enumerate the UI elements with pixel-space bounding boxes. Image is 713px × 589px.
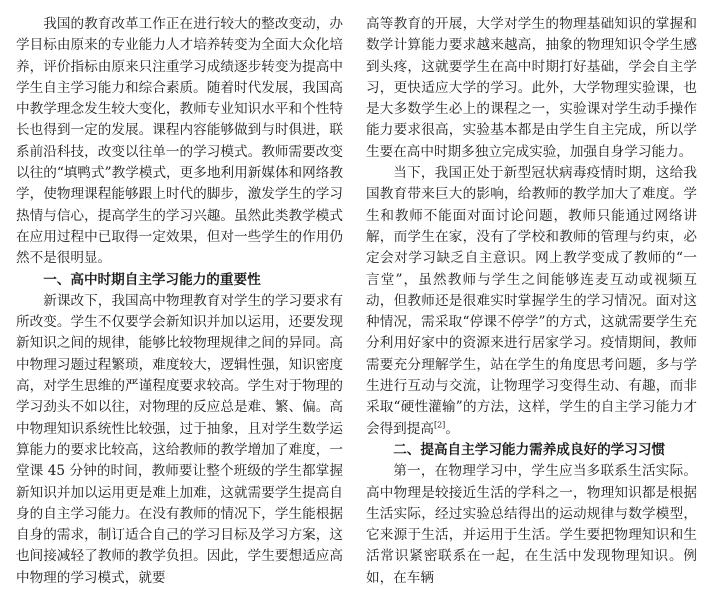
continued-paragraph: 高等教育的开展，大学对学生的物理基础知识的掌握和数学计算能力要求越来越高，抽象的物理知识令学生感到头疼，这就要学生在高中时期打好基础，学会自主学习，更快适应大学的学习。此外，大学物理实验课，也是大多数学生必上的课程之一，实验课对学生动手操作能力要求很高，实验基本都是由学生自主完成，所以学生要在高中时期多独立完成实验，加强自身学习能力。 [366,16,697,160]
section-heading-1: 一、高中时期自主学习能力的重要性 [43,271,261,288]
epidemic-paragraph-text: 当下，我国正处于新型冠状病毒疫情时期，这给我国教育带来巨大的影响，给教师的教学加大了难度。学生和教师不能面对面讨论问题，教师只能通过网络讲解，而学生在家，没有了学校和教师的管理与约束，必定会对学习缺乏自主意识。网上教学变成了教师的“一言堂”，虽然教师与学生之间能够连麦互动或视频互动，但教师还是很难实时掌握学生的学习情况。面对这种情况，需采取“停课不停学”的方式，这就需要学生充分利用好家中的资源来进行居家学习。疫情期间，教师需要充分理解学生，站在学生的角度思考问题，多与学生进行互动与交流，让物理学习变得生动、有趣，而非采取“硬性灌输”的方法，这样，学生的自主学习能力才会得到提高 [366,165,697,437]
intro-paragraph: 我国的教育改革工作正在进行较大的整改变动，办学目标由原来的专业能力人才培养转变为全面大众化培养，评价指标由原来只注重学习成绩逐步转变为提高中学生自主学习能力和综合素质。随着时代发展，我国高中教学理念发生较大变化，教师专业知识水平和个性特长也得到一定的发展。课程内容能够做到与时俱进，联系前沿科技，改变以往单一的学习模式。教师需要改变以往的“填鸭式”教学模式，更多地利用新媒体和网络教学，使物理课程能够跟上时代的脚步，激发学生的学习热情与信心，提高学生的学习兴趣。虽然此类教学模式在应用过程中已取得一定效果，但对一些学生的作用仍然不是很明显。 [16,16,343,267]
epidemic-paragraph-end: 。 [445,420,459,437]
left-column [16,14,343,589]
section-2-paragraph: 第一，在物理学习中，学生应当多联系生活实际。高中物理是较接近生活的学科之一，物理知识都是根据生活实际，经过实验总结得出的运动规律与数学模型，它来源于生活，并运用于生活。学生要把物理知识和生活常识紧密联系在一起，在生活中发现物理知识。例如，在车辆 [366,463,697,586]
section-heading-2: 二、提高自主学习能力需养成良好的学习习惯 [393,441,666,458]
citation-ref: [2] [433,420,446,430]
right-column [366,14,697,589]
epidemic-paragraph [366,163,697,440]
section-1-paragraph: 新课改下，我国高中物理教育对学生的学习要求有所改变。学生不仅要学会新知识并加以运用，还要发现新知识之间的规律，能够比较物理规律之间的异同。高中物理习题过程繁琐，难度较大，逻辑性强，知识密度高，对学生思维的严谨程度要求较高。学生对于物理的学习劲头不如以往，对物理的反应总是难、繁、偏。高中物理知识系统性比较强，过于抽象，且对学生数学运算能力的要求比较高，这给教师的教学增加了难度，一堂课 45 分钟的时间，教师要让整个班级的学生都掌握新知识并加以运用更是难上加难，这就需要学生提高自身的自主学习能力。在没有教师的情况下，学生能根据自身的需求，制订适合自己的学习目标及学习方案，这也间接减轻了教师的教学负担。因此，学生要想适应高中物理的学习模式，就要 [16,292,343,586]
